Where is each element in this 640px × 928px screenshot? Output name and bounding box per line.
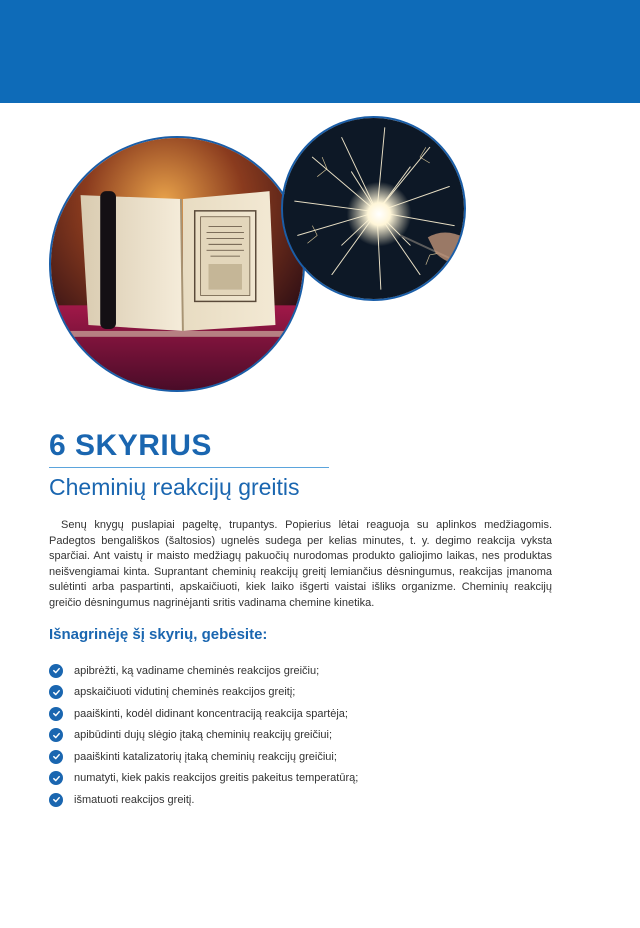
goal-text: paaiškinti, kodėl didinant koncentraciją reakcija spartėja; (74, 707, 348, 720)
old-book-photo (49, 136, 305, 392)
sparkler-photo (281, 116, 466, 301)
checkmark-icon (49, 728, 63, 742)
goal-item (49, 725, 358, 747)
checkmark-icon (49, 707, 63, 721)
goal-item (49, 768, 358, 790)
checkmark-icon (49, 771, 63, 785)
goal-item (49, 746, 358, 768)
checkmark-icon (49, 685, 63, 699)
goals-heading: Išnagrinėję šį skyrių, gebėsite: (49, 626, 268, 643)
intro-paragraph: Senų knygų puslapiai pageltę, trupantys. Popierius lėtai reaguoja su aplinkos medžiagomis. Padegtos bengališkos (šaltosios) ugnelės sudega per kelias minutes, t. y. degimo reakcija vyksta sparčiai. Ant vaistų ir maisto medžiagų pakuočių nurodomas produkto galiojimo laikas, nes produktas neišvengiamai kinta. Suprantant cheminių reakcijų greitį lemiančius dėsningumus, reakcijas įmanoma sulėtinti arba paspartinti, apskaičiuoti, kiek laiko išgerti vaistai išliks organizme. Cheminių reakcijų greičio dėsningumus nagrinėjanti sritis vadinama chemine kinetika. (49, 519, 552, 609)
goal-text: išmatuoti reakcijos greitį. (74, 793, 195, 806)
goal-text: numatyti, kiek pakis reakcijos greitis pakeitus temperatūrą; (74, 772, 359, 785)
chapter-title: Cheminių reakcijų greitis (49, 474, 300, 500)
checkmark-icon (49, 793, 63, 807)
goal-item (49, 703, 358, 725)
goals-list (49, 660, 358, 811)
goal-text: apibūdinti dujų slėgio įtaką cheminių reakcijų greičiui; (74, 729, 333, 742)
goal-text: apskaičiuoti vidutinį cheminės reakcijos greitį; (74, 686, 296, 699)
chapter-number: 6 SKYRIUS (49, 429, 212, 462)
header-band (0, 0, 640, 103)
goal-text: apibrėžti, ką vadiname cheminės reakcijos greičiu; (74, 664, 320, 677)
checkmark-icon (49, 664, 63, 678)
checkmark-icon (49, 750, 63, 764)
goal-text: paaiškinti katalizatorių įtaką cheminių reakcijų greičiui; (74, 750, 337, 763)
title-divider (49, 467, 329, 468)
goal-item (49, 789, 358, 811)
goal-item (49, 682, 358, 704)
goal-item (49, 660, 358, 682)
